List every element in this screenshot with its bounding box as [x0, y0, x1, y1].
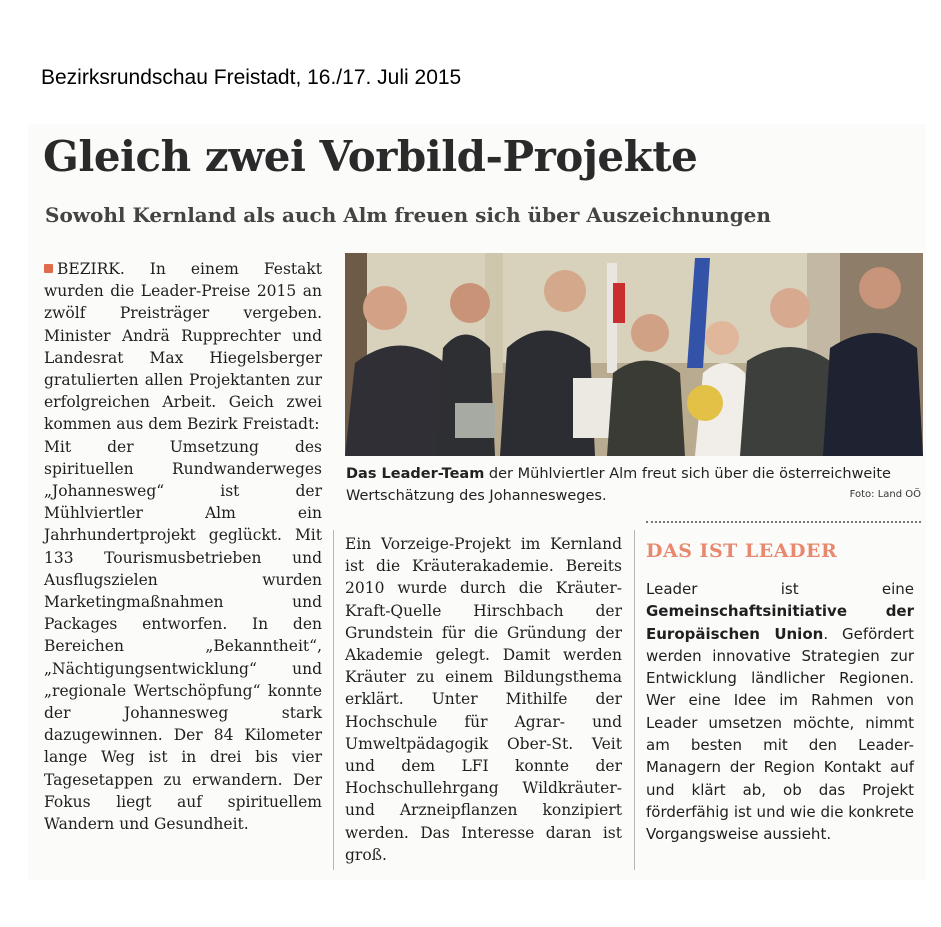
source-line: Bezirksrundschau Freistadt, 16./17. Juli 2015: [41, 66, 462, 89]
infobox-text-2: . Gefördert werden innovative Strategien zur Entwicklung ländlicher Regionen. Wer eine Idee im Rahmen von Leader umsetzen möchte, nimmt am besten mit den Leader-Managern der Region Kontakt auf und klärt ab, ob das Projekt förderfähig ist und wie die konkrete Vorgangsweise aussieht.: [646, 624, 914, 844]
column-divider: [333, 530, 334, 870]
article-subheadline: Sowohl Kernland als auch Alm freuen sich über Auszeichnungen: [45, 203, 771, 227]
caption-text: der Mühlviertler Alm freut sich über die österreichweite Wertschätzung des Johannesweges.: [346, 466, 891, 504]
article-column-2: [345, 533, 622, 866]
photo-credit: Foto: Land OÖ: [849, 489, 921, 500]
infobox-text-bold: Gemeinschaftsinitiative der Europäischen Union: [646, 602, 914, 643]
caption-bold: Das Leader-Team: [346, 466, 485, 482]
article-column-1: [44, 258, 322, 835]
article-headline: Gleich zwei Vorbild-Projekte: [43, 132, 698, 181]
photo-caption: [346, 463, 922, 507]
infobox-divider: [646, 521, 921, 523]
infobox-text-1: Leader ist eine: [646, 580, 914, 598]
column-divider: [634, 530, 635, 870]
infobox-text: [646, 578, 914, 846]
article-lead: BEZIRK. In einem Festakt wurden die Leader-Preise 2015 an zwölf Preisträger vergeben. Minister Andrä Rupprechter und Landesrat Max Hiegelsberger gratulierten allen Projektanten zur erfolgreichen Arbeit. Geich zwei kommen aus dem Bezirk Freistadt:: [44, 260, 322, 434]
bullet-icon: [44, 264, 53, 273]
team-photo: [345, 253, 923, 456]
article-body-2: Ein Vorzeige-Projekt im Kernland ist die Kräuterakademie. Bereits 2010 wurde durch die Kräuter-Kraft-Quelle Hirschbach der Grundstein für die Gründung der Akademie gelegt. Damit werden Kräuter zu einem Bildungsthema erklärt. Unter Mithilfe der Hochschule für Agrar- und Umweltpädagogik Ober-St. Veit und dem LFI konnte der Hochschullehrgang Wildkräuter- und Arzneipflanzen konzipiert werden. Das Interesse daran ist groß.: [345, 535, 622, 864]
infobox-title: DAS IST LEADER: [646, 540, 838, 562]
article-body-1: Mit der Umsetzung des spirituellen Rundwanderweges „Johannesweg“ ist der Mühlviertler Alm ein Jahrhundertprojekt geglückt. Mit 133 Tourismusbetrieben und Ausflugszielen wurden Marketingmaßnahmen und Packages entworfen. In den Bereichen „Bekanntheit“, „Nächtigungsentwicklung“ und „regionale Wertschöpfung“ konnte der Johannesweg stark dazugewinnen. Der 84 Kilometer lange Weg ist in drei bis vier Tagesetappen zu erwandern. Der Fokus liegt auf spirituellem Wandern und Gesundheit.: [44, 437, 322, 834]
